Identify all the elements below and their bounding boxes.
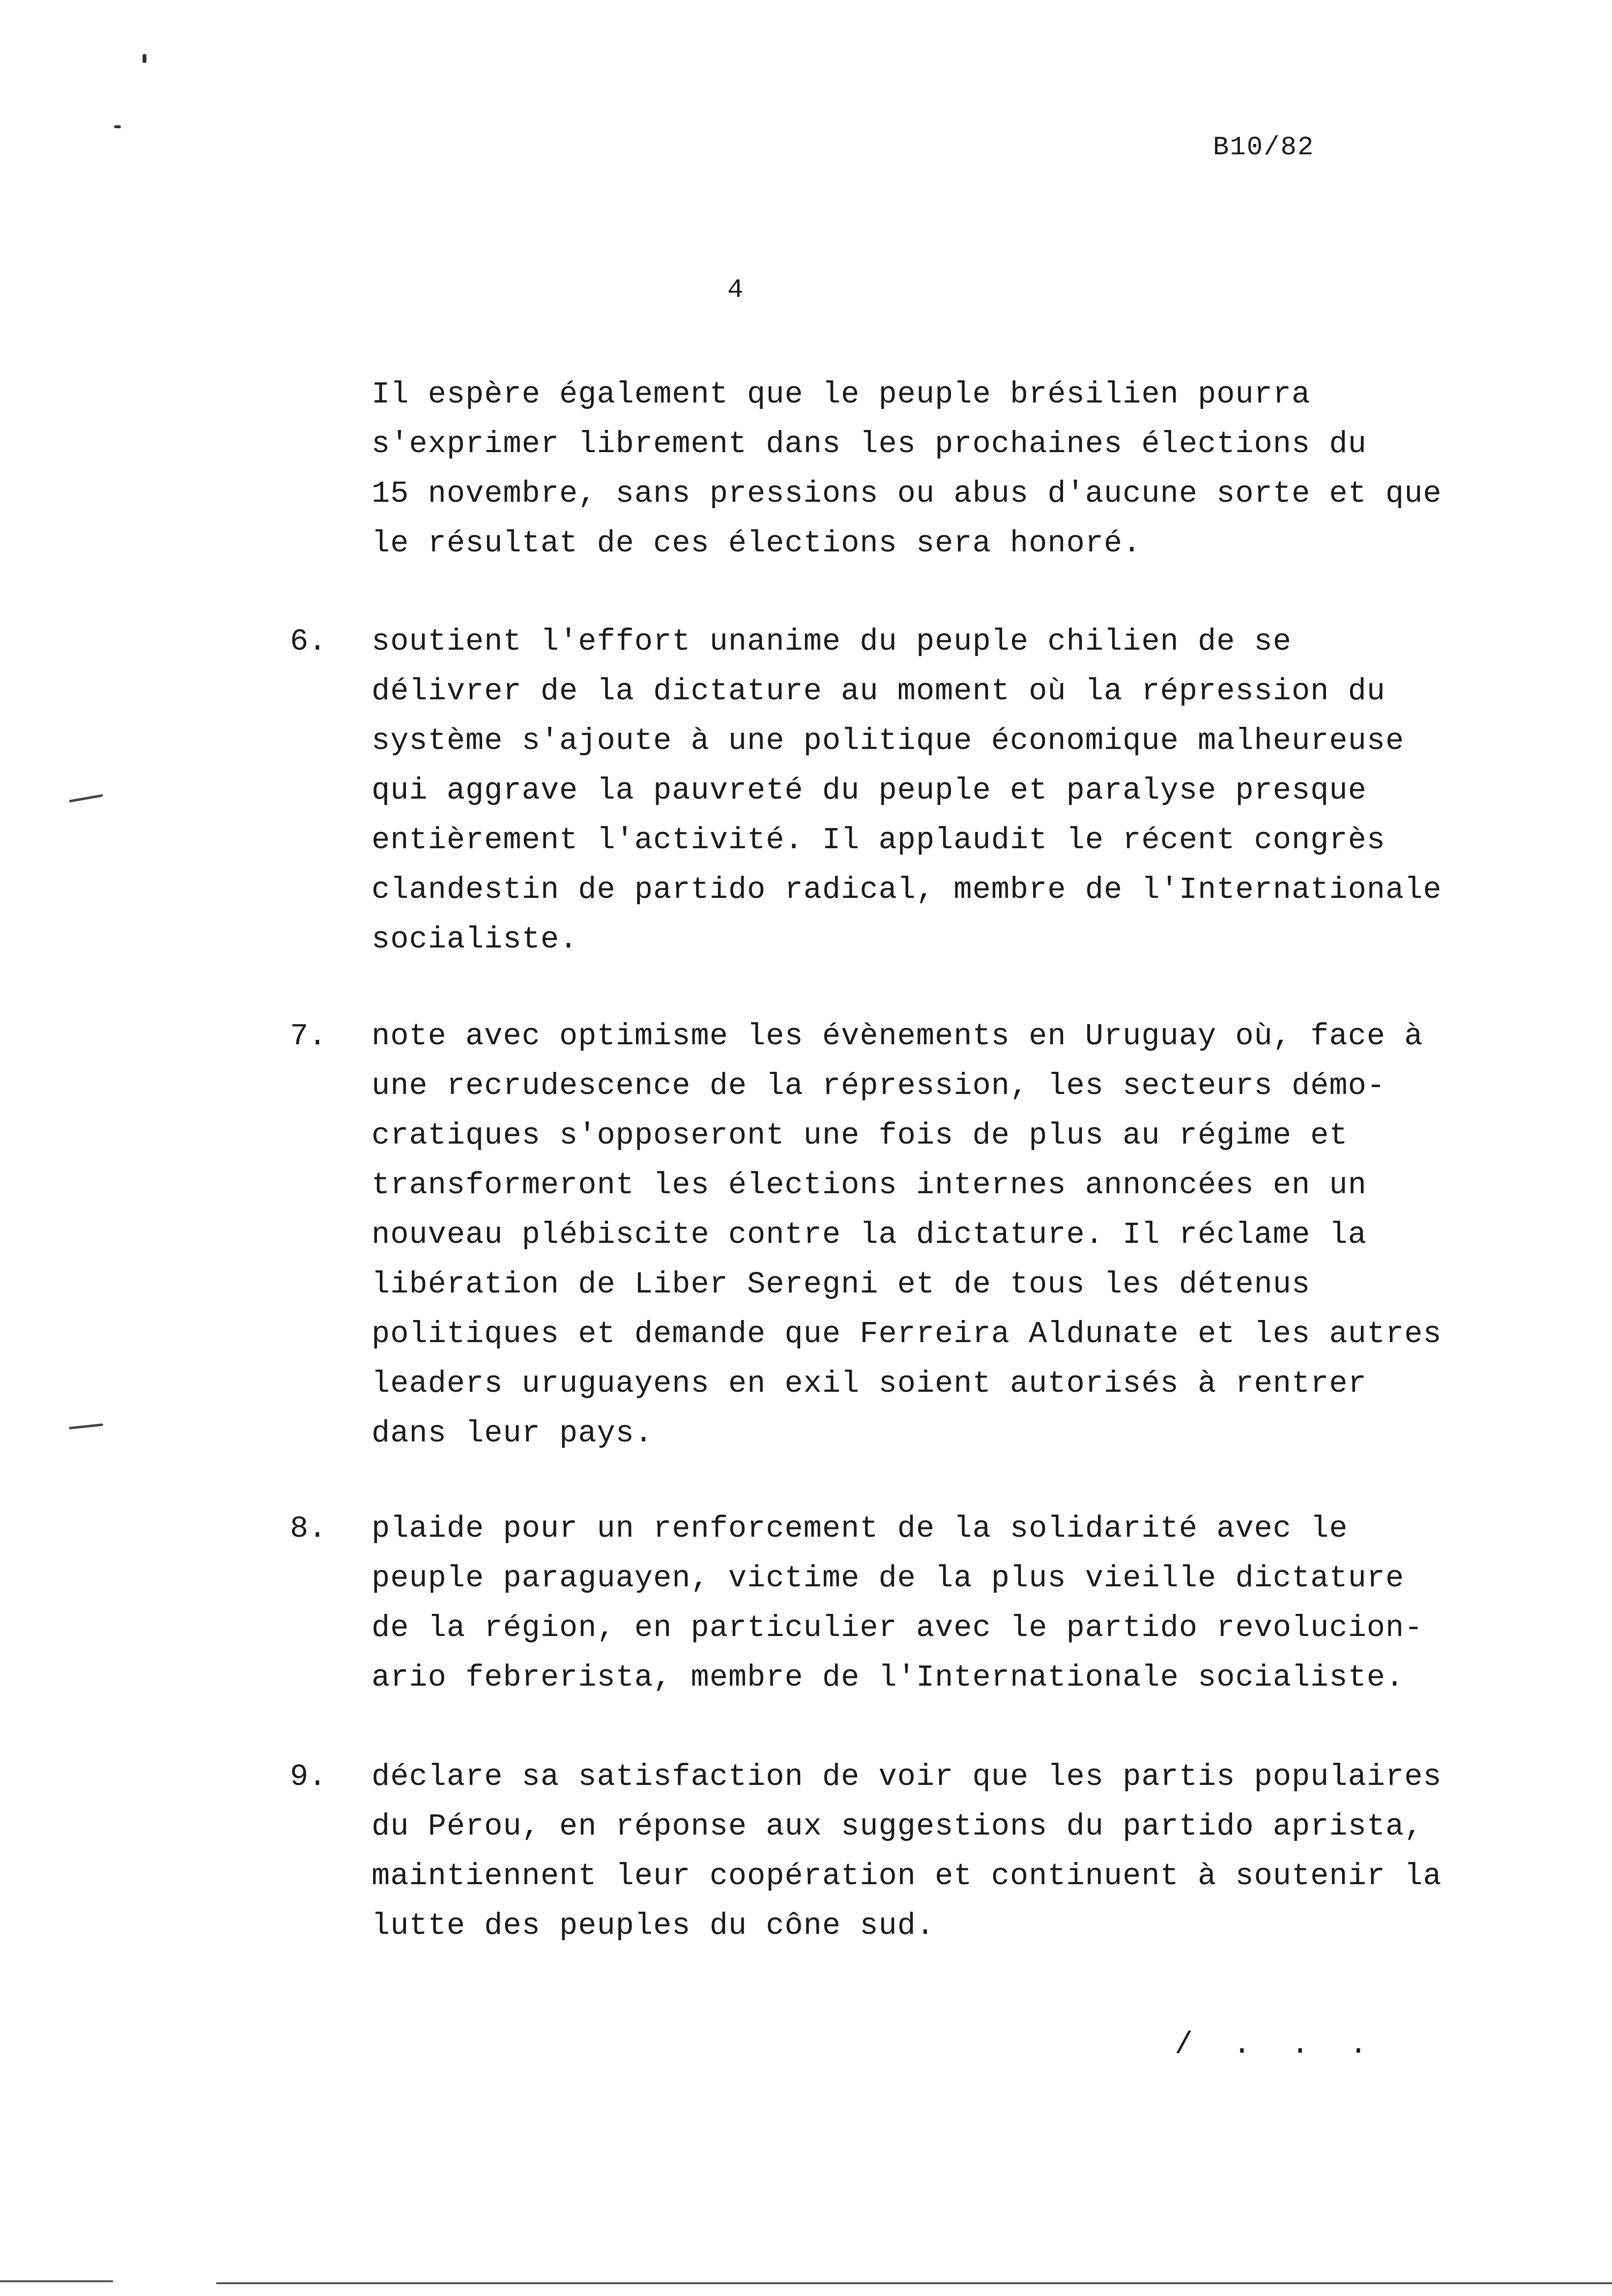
paragraph-line: libération de Liber Seregni et de tous les détenus [372,1267,1311,1302]
paragraph-line: qui aggrave la pauvreté du peuple et paralyse presque [372,773,1367,808]
paragraph-line: 15 novembre, sans pressions ou abus d'aucune sorte et que [372,476,1442,511]
item-number: 7. [290,1019,327,1054]
paragraph-line: du Pérou, en réponse aux suggestions du partido aprista, [372,1809,1423,1844]
item-paragraph [372,617,1512,964]
paragraph-line: de la région, en particulier avec le partido revolucion- [372,1610,1423,1645]
paragraph-line: le résultat de ces élections sera honoré. [372,526,1142,561]
paragraph-line: peuple paraguayen, victime de la plus vieille dictature [372,1561,1405,1596]
paragraph-line: note avec optimisme les évènements en Uruguay où, face à [372,1019,1423,1054]
paragraph-line: ario febrerista, membre de l'Internationale socialiste. [372,1660,1405,1695]
paragraph-line: dans leur pays. [372,1416,654,1451]
paragraph-line: clandestin de partido radical, membre de l'Internationale [372,872,1442,907]
paragraph-line: entièrement l'activité. Il applaudit le récent congrès [372,823,1386,858]
paragraph-line: soutient l'effort unanime du peuple chilien de se [372,624,1292,659]
paragraph-line: Il espère également que le peuple brésilien pourra [372,377,1311,412]
paragraph-line: maintiennent leur coopération et continuent à soutenir la [372,1859,1442,1894]
paragraph-line: transformeront les élections internes annoncées en un [372,1168,1367,1203]
paragraph-line: plaide pour un renforcement de la solidarité avec le [372,1511,1348,1546]
paragraph-line: politiques et demande que Ferreira Aldunate et les autres [372,1317,1442,1351]
margin-mark [69,1423,103,1429]
item-number: 6. [290,624,327,659]
intro-paragraph [372,370,1512,568]
page-number: 4 [727,275,744,305]
paragraph-line: cratiques s'opposeront une fois de plus au régime et [372,1118,1348,1153]
scan-speck [143,54,146,63]
paragraph-line: lutte des peuples du cône sud. [372,1908,935,1943]
item-number: 9. [290,1759,327,1794]
paragraph-line: une recrudescence de la répression, les secteurs démo- [372,1068,1386,1103]
scan-edge-line [0,2280,113,2282]
item-number: 8. [290,1511,327,1546]
scan-edge-line [216,2282,1612,2284]
item-paragraph [372,1011,1512,1458]
item-paragraph [372,1504,1512,1702]
item-paragraph [372,1752,1512,1951]
paragraph-line: leaders uruguayens en exil soient autorisés à rentrer [372,1366,1367,1401]
paragraph-line: système s'ajoute à une politique économique malheureuse [372,723,1405,758]
continuation-mark: / . . . [1175,2027,1379,2062]
paragraph-line: s'exprimer librement dans les prochaines élections du [372,427,1367,461]
scan-speck [114,125,121,128]
paragraph-line: délivrer de la dictature au moment où la répression du [372,674,1386,709]
paragraph-line: socialiste. [372,922,578,957]
paragraph-line: déclare sa satisfaction de voir que les partis populaires [372,1759,1442,1794]
document-reference: B10/82 [1213,133,1315,163]
margin-mark [69,794,103,803]
paragraph-line: nouveau plébiscite contre la dictature. Il réclame la [372,1217,1367,1252]
